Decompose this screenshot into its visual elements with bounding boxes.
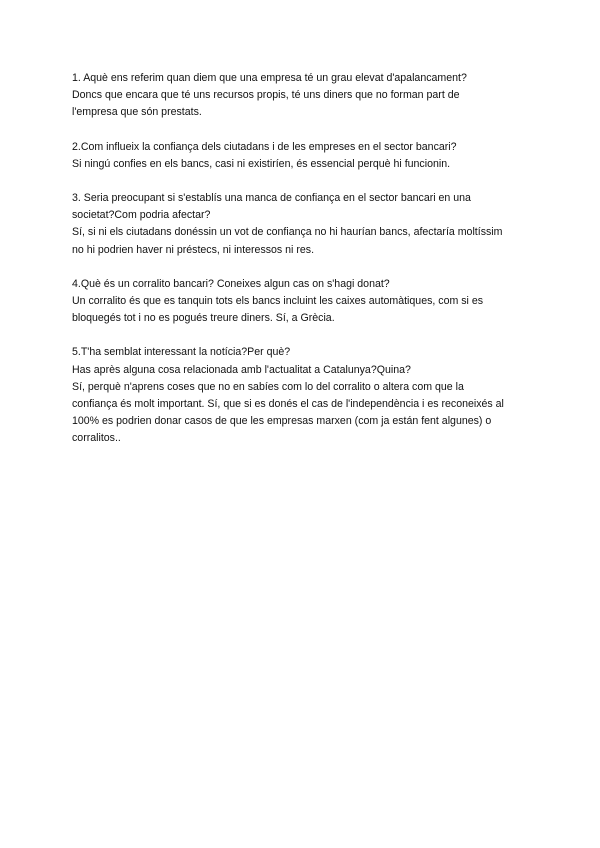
question-block-5 — [72, 344, 542, 447]
text-line: l'empresa que són prestats. — [72, 106, 202, 119]
text-line: no hi podrien haver ni préstecs, ni interessos ni res. — [72, 243, 315, 256]
question-block-1 — [72, 70, 542, 122]
text-line: 5.T'ha semblat interessant la notícia?Per què? — [72, 346, 291, 359]
text-line: bloquegés tot i no es pogués treure diners. Sí, a Grècia. — [72, 312, 335, 325]
text-line: 100% es podrien donar casos de que les empresas marxen (com ja están fent algunes) o — [72, 415, 492, 428]
question-block-4 — [72, 276, 542, 328]
text-line: 1. Aquè ens referim quan diem que una empresa té un grau elevat d'apalancament? — [72, 72, 467, 84]
text-line: corralitos.. — [72, 432, 121, 445]
question-block-2 — [72, 139, 542, 173]
text-line: Has après alguna cosa relacionada amb l'actualitat a Catalunya?Quina? — [72, 363, 411, 376]
text-line: Doncs que encara que té uns recursos propis, té uns diners que no forman part de — [72, 89, 460, 102]
question-block-3 — [72, 190, 542, 259]
text-line: Un corralito és que es tanquin tots els bancs incluint les caixes automàtiques, com si es — [72, 295, 484, 308]
text-line: confiança és molt important. Sí, que si es donés el cas de l'independència i es reconeixés al — [72, 398, 504, 411]
text-line: 4.Què és un corralito bancari? Coneixes algun cas on s'hagi donat? — [72, 277, 390, 290]
document-body — [72, 70, 542, 465]
text-line: Si ningú confies en els bancs, casi ni existiríen, és essencial perquè hi funcionin. — [72, 157, 451, 170]
text-line: societat?Com podria afectar? — [72, 209, 211, 222]
text-line: Sí, si ni els ciutadans donéssin un vot de confiança no hi haurían bancs, afectaría moltíssim — [72, 226, 503, 239]
text-line: Sí, perquè n'aprens coses que no en sabíes com lo del corralito o altera com que la — [72, 380, 464, 393]
text-line: 2.Com influeix la confiança dels ciutadans i de les empreses en el sector bancari? — [72, 140, 457, 153]
text-line: 3. Seria preocupant si s'establís una manca de confiança en el sector bancari en una — [72, 192, 471, 205]
